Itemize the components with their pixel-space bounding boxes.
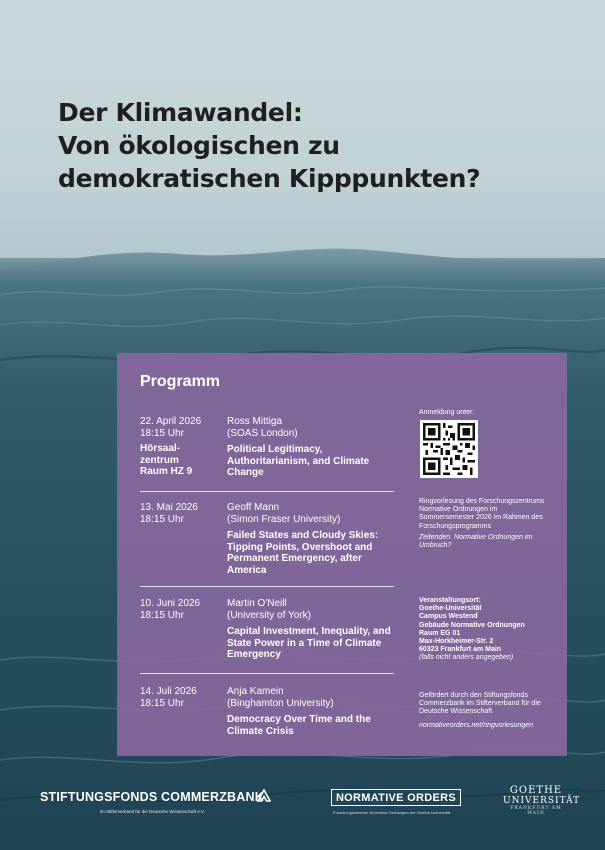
- event-speaker: Martin O'Neill: [227, 598, 287, 609]
- normative-orders-subline: Forschungszentrum Normative Ordnungen der Goethe-Universität: [333, 810, 451, 815]
- venue-line: Max-Horkheimer-Str. 2: [419, 638, 494, 646]
- venue-note: (falls nicht anders angegeben): [419, 654, 514, 662]
- event-affiliation: (Simon Fraser University): [227, 513, 341, 525]
- event-1: [140, 416, 400, 486]
- event-date: 13. Mai 2026: [140, 502, 198, 513]
- event-date: 10. Juni 2026: [140, 598, 201, 609]
- event-talk-title: Capital Investment, Inequality, and State Power in a Time of Climate Emergency: [227, 626, 391, 660]
- event-speaker: Anja Kamein: [227, 686, 284, 697]
- venue-line: Gebäude Normative Ordnungen: [419, 621, 525, 629]
- event-affiliation: (University of York): [227, 609, 311, 621]
- title-line-3: demokratischen Kipppunkten?: [58, 164, 481, 193]
- goethe-logo-line: FRANKFURT AM MAIN: [510, 806, 562, 816]
- commerzbank-logo: STIFTUNGSFONDS COMMERZBANK: [40, 790, 264, 804]
- event-time: 18:15 Uhr: [140, 609, 184, 621]
- poster-title: [58, 96, 558, 195]
- event-time: 18:15 Uhr: [140, 513, 184, 525]
- event-talk-title: Political Legitimacy, Authoritarianism, and Climate Change: [227, 444, 370, 478]
- series-info: [419, 498, 551, 550]
- event-2: [140, 502, 400, 582]
- title-line-2: Von ökologischen zu: [58, 131, 340, 160]
- event-date: 22. April 2026: [140, 416, 202, 427]
- event-talk-title: Failed States and Cloudy Skies: Tipping Points, Overshoot and Permanent Emergency, after America: [227, 530, 379, 576]
- normative-orders-logo: NORMATIVE ORDERS: [331, 789, 461, 806]
- event-date: 14. Juli 2026: [140, 686, 197, 697]
- event-4: [140, 686, 400, 736]
- venue-heading: Veranstaltungsort:: [419, 597, 481, 604]
- registration-label: Anmeldung unter:: [419, 409, 475, 416]
- venue-info: [419, 597, 554, 663]
- venue-line: Campus Westend: [419, 613, 478, 621]
- event-affiliation: (SOAS London): [227, 427, 298, 439]
- event-3: [140, 598, 400, 668]
- goethe-university-logo: [503, 785, 581, 816]
- event-time: 18:15 Uhr: [140, 427, 184, 439]
- event-divider: [140, 673, 394, 674]
- commerzbank-ribbon-icon: [257, 789, 271, 803]
- registration-qr-code[interactable]: [420, 420, 478, 478]
- series-text: Ringvorlesung des Forschungszentrums Normative Ordnungen im Sommersemester 2026 im Rahmen des Forschungsprogramms: [419, 498, 545, 530]
- event-speaker: Geoff Mann: [227, 502, 280, 513]
- goethe-logo-line: GOETHE: [509, 785, 563, 796]
- program-heading: Programm: [140, 373, 221, 390]
- event-time: 18:15 Uhr: [140, 697, 184, 709]
- series-program: Zeitenden. Normative Ordnungen im Umbruch?: [419, 533, 533, 550]
- funding-info: [419, 692, 551, 730]
- logo-bar: [0, 780, 605, 850]
- funding-text: Gefördert durch den Stiftungsfonds Commerzbank im Stifterverband für die Deutsche Wissenschaft: [419, 692, 541, 716]
- event-speaker: Ross Mittiga: [227, 416, 283, 427]
- venue-line: Raum EG 01: [419, 629, 461, 637]
- qr-code-icon: [423, 423, 475, 475]
- event-divider: [140, 491, 394, 492]
- commerzbank-logo-subline: im Stifterverband für die Deutsche Wissenschaft e.V.: [100, 809, 205, 814]
- event-affiliation: (Binghamton University): [227, 697, 334, 709]
- location-line: Raum HZ 9: [140, 466, 193, 477]
- venue-line: 60323 Frankfurt am Main: [419, 646, 502, 654]
- goethe-logo-line: UNIVERSITÄT: [503, 796, 581, 806]
- event-talk-title: Democracy Over Time and the Climate Crisis: [227, 714, 371, 737]
- location-line: Hörsaal-: [140, 443, 181, 454]
- location-line: zentrum: [140, 454, 179, 466]
- venue-line: Goethe-Universität: [419, 605, 482, 613]
- title-line-1: Der Klimawandel:: [58, 98, 303, 127]
- event-location: [140, 443, 225, 478]
- event-divider: [140, 586, 394, 587]
- website-link[interactable]: normativeorders.net/ringvorlesungen: [419, 721, 534, 729]
